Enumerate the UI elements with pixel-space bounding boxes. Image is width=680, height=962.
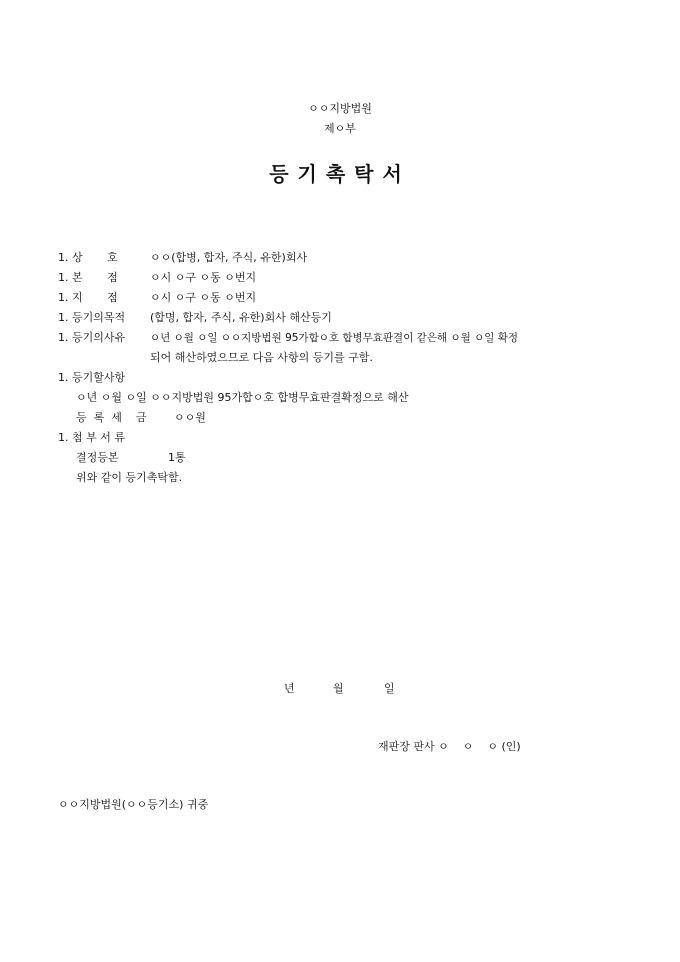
item-number: 1. (58, 331, 69, 344)
item-value: ㅇ시 ㅇ구 ㅇ동 ㅇ번지 (150, 291, 257, 304)
tax-row (76, 409, 206, 425)
item-label: 첨 부 서 류 (72, 431, 125, 444)
item-number: 1. (58, 311, 69, 324)
item-label: 본 점 (72, 271, 118, 284)
item-label: 등기의사유 (72, 331, 126, 344)
item-row-attachments (58, 429, 125, 445)
division-name: 제ㅇ부 (324, 122, 356, 135)
item-number: 1. (58, 251, 69, 264)
item-value: (합명, 합자, 주식, 유한)회사 해산등기 (150, 311, 332, 324)
attachment-name: 결정등본 (76, 451, 119, 464)
tax-label: 등 록 세 금 (76, 411, 147, 424)
date-day: 일 (384, 682, 395, 695)
judge-signature: 재판장 판사 ㅇ ㅇ ㅇ (인) (378, 740, 521, 753)
item-row-head-office (58, 269, 256, 285)
item-number: 1. (58, 371, 69, 384)
addressee: ㅇㅇ지방법원(ㅇㅇ등기소) 귀중 (58, 798, 209, 811)
item-label: 상 호 (72, 251, 118, 264)
item-value: ㅇ년 ㅇ월 ㅇ일 ㅇㅇ지방법원 95가합ㅇ호 합병무효판결이 같은해 ㅇ월 ㅇ일 확정 (150, 332, 518, 344)
item-number: 1. (58, 291, 69, 304)
attachment-count: 1통 (168, 451, 186, 464)
item-number: 1. (58, 271, 69, 284)
item-label: 지 점 (72, 291, 118, 304)
item-number: 1. (58, 431, 69, 444)
court-name: ㅇㅇ지방법원 (308, 102, 372, 115)
matters-detail: ㅇ년 ㅇ월 ㅇ일 ㅇㅇ지방법원 95가합ㅇ호 합병무효판결확정으로 해산 (76, 391, 409, 404)
tax-value: ㅇㅇ원 (174, 411, 206, 424)
item-value: ㅇㅇ(합병, 합자, 주식, 유한)회사 (150, 251, 308, 264)
closing-statement: 위와 같이 등기촉탁함. (76, 471, 183, 484)
date-month: 월 (333, 682, 344, 695)
attachment-row (76, 449, 186, 465)
item-row-reason (58, 329, 518, 345)
item-row-trade-name (58, 249, 307, 265)
item-row-branch (58, 289, 256, 305)
item-label: 등기할사항 (72, 371, 126, 384)
item-row-matters (58, 369, 125, 385)
item-label: 등기의목적 (72, 311, 126, 324)
reason-continuation: 되어 해산하였으므로 다음 사항의 등기를 구함. (150, 351, 373, 364)
item-value: ㅇ시 ㅇ구 ㅇ동 ㅇ번지 (150, 271, 257, 284)
item-row-purpose (58, 309, 332, 325)
date-year: 년 (284, 682, 295, 695)
document-title: 등기촉탁서 (269, 162, 411, 186)
